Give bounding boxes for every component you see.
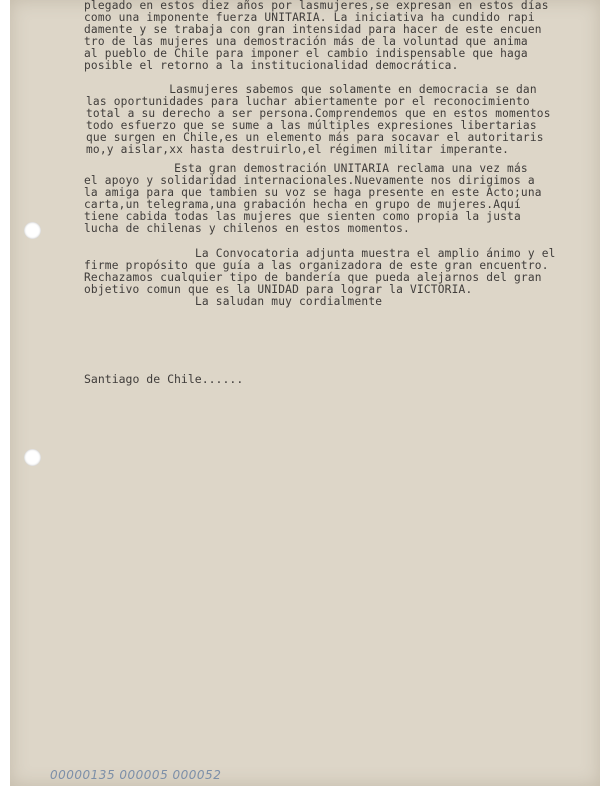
letter-line: Lasmujeres sabemos que solamente en democracia se dan xyxy=(86,83,537,96)
letter-line: posible el retorno a la institucionalidad democrática. xyxy=(84,59,459,72)
letter-line: Esta gran demostración UNITARIA reclama una vez más xyxy=(84,162,528,175)
letter-line: al pueblo de Chile para imponer el cambio indispensable que haga xyxy=(84,47,528,60)
letter-line: como una imponente fuerza UNITARIA. La iniciativa ha cundido rapi xyxy=(84,11,535,24)
letter-line: plegado en estos diez años por lasmujeres,se expresan en estos días xyxy=(84,0,549,12)
letter-line: firme propósito que guía a las organizadora de este gran encuentro. xyxy=(84,259,549,272)
letter-line: La Convocatoria adjunta muestra el amplio ánimo y el xyxy=(84,247,556,260)
letter-line: objetivo comun que es la UNIDAD para lograr la VICTORIA. xyxy=(84,283,473,296)
letter-line: damente y se trabaja con gran intensidad para hacer de este encuen xyxy=(84,23,542,36)
letter-line: mo,y aislar,xx hasta destruirlo,el régimen militar imperante. xyxy=(86,143,510,156)
letter-line: Rechazamos cualquier tipo de bandería que pueda alejarnos del gran xyxy=(84,271,542,284)
letter-line: tro de las mujeres una demostración más de la voluntad que anima xyxy=(84,35,528,48)
punch-hole-bottom xyxy=(24,449,41,466)
letter-line: las oportunidades para luchar abiertamente por el reconocimiento xyxy=(86,95,530,108)
letter-line: la amiga para que tambien su voz se haga presente en este Acto;una xyxy=(84,186,542,199)
letter-line: el apoyo y solidaridad internacionales.Nuevamente nos dirigimos a xyxy=(84,174,535,187)
closing-line: La saludan muy cordialmente xyxy=(84,295,383,308)
letter-line: que surgen en Chile,es un elemento más para socavar el autoritaris xyxy=(86,131,544,144)
letter-line: todo esfuerzo que se sume a las múltiples expresiones libertarias xyxy=(86,119,537,132)
archive-stamp-number: 00000135 000005 000052 xyxy=(50,768,222,782)
letter-line: tiene cabida todas las mujeres que sienten como propia la justa xyxy=(84,210,521,223)
letter-line: total a su derecho a ser persona.Comprendemos que en estos momentos xyxy=(86,107,551,120)
letter-line: carta,un telegrama,una grabación hecha en grupo de mujeres.Aquí xyxy=(84,198,521,211)
letter-line: lucha de chilenas y chilenos en estos momentos. xyxy=(84,222,410,235)
paper-sheet xyxy=(10,0,600,786)
punch-hole-top xyxy=(24,222,41,239)
place-line: Santiago de Chile...... xyxy=(84,372,244,386)
